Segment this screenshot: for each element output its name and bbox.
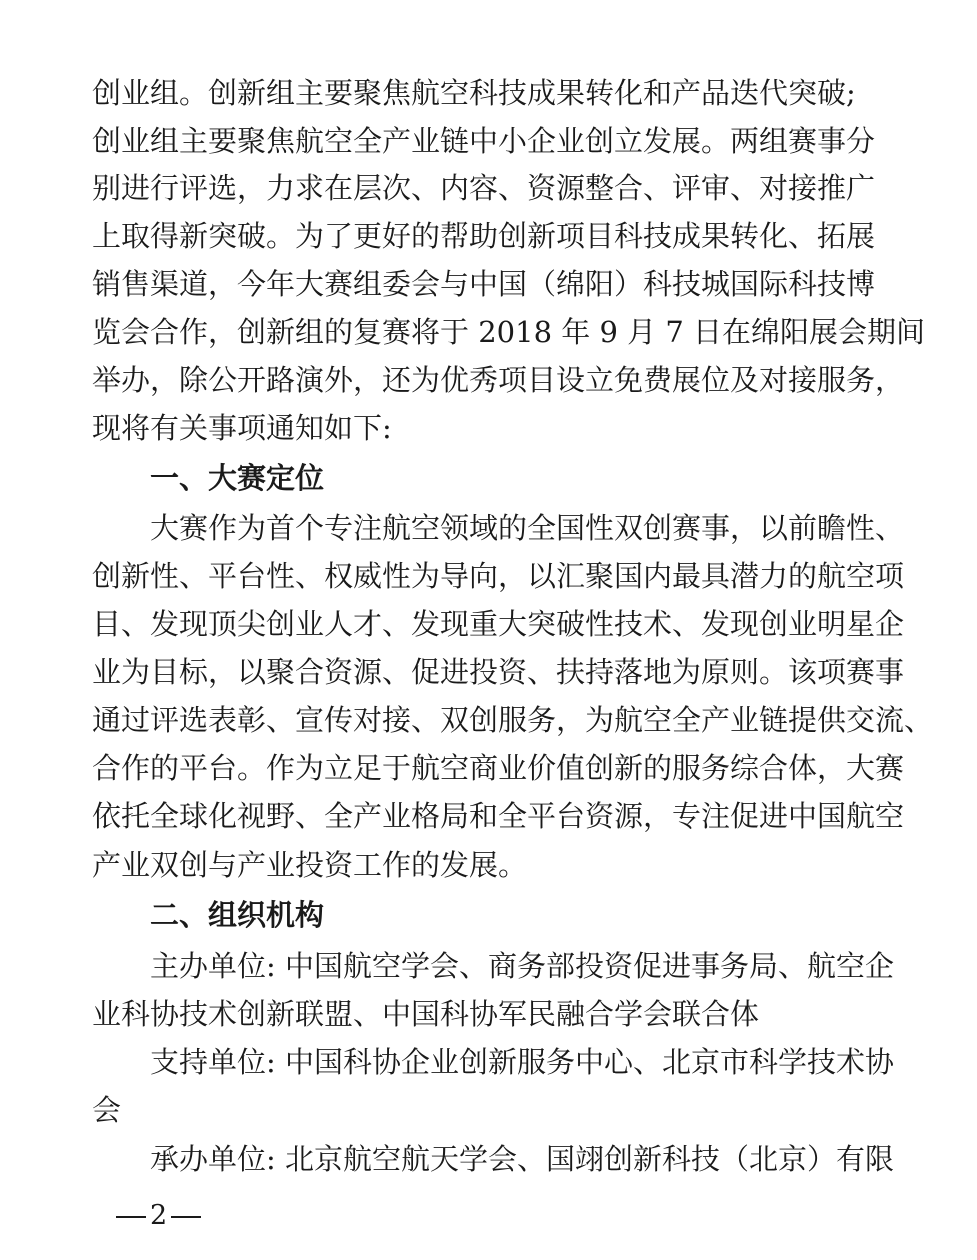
page-number-value: 2 [150,1200,168,1231]
page-number-dash-right [171,1216,201,1218]
text-line: 通过评选表彰、宣传对接、双创服务，为航空全产业链提供交流、 [92,703,934,737]
text-line: 别进行评选，力求在层次、内容、资源整合、评审、对接推广 [92,171,876,205]
section-heading-organization: 二、组织机构 [150,898,325,932]
page-number-dash-left [116,1216,146,1218]
text-line: 创新性、平台性、权威性为导向，以汇聚国内最具潜力的航空项 [92,559,905,593]
section-heading-positioning: 一、大赛定位 [150,461,325,495]
text-line: 业科协技术创新联盟、中国科协军民融合学会联合体 [92,997,760,1031]
text-line: 览会合作，创新组的复赛将于 2018 年 9 月 7 日在绵阳展会期间 [92,315,926,349]
text-line: 现将有关事项通知如下: [92,411,392,445]
text-line: 业为目标，以聚合资源、促进投资、扶持落地为原则。该项赛事 [92,655,905,689]
text-line: 销售渠道，今年大赛组委会与中国（绵阳）科技城国际科技博 [92,267,876,301]
text-line: 目、发现顶尖创业人才、发现重大突破性技术、发现创业明星企 [92,607,905,641]
text-line: 承办单位: 北京航空航天学会、国翊创新科技（北京）有限 [150,1142,894,1176]
text-line: 大赛作为首个专注航空领域的全国性双创赛事，以前瞻性、 [150,511,905,545]
text-line: 创业组主要聚焦航空全产业链中小企业创立发展。两组赛事分 [92,124,876,158]
text-line: 主办单位: 中国航空学会、商务部投资促进事务局、航空企 [150,949,894,983]
text-line: 会 [92,1093,122,1127]
page-number [112,1196,205,1236]
text-line: 合作的平台。作为立足于航空商业价值创新的服务综合体，大赛 [92,751,905,785]
text-line: 支持单位: 中国科协企业创新服务中心、北京市科学技术协 [150,1045,894,1079]
text-line: 产业双创与产业投资工作的发展。 [92,848,528,882]
text-line: 创业组。创新组主要聚焦航空科技成果转化和产品迭代突破; [92,76,856,110]
text-line: 举办，除公开路演外，还为优秀项目设立免费展位及对接服务， [92,363,905,397]
text-line: 依托全球化视野、全产业格局和全平台资源，专注促进中国航空 [92,799,905,833]
text-line: 上取得新突破。为了更好的帮助创新项目科技成果转化、拓展 [92,219,876,253]
